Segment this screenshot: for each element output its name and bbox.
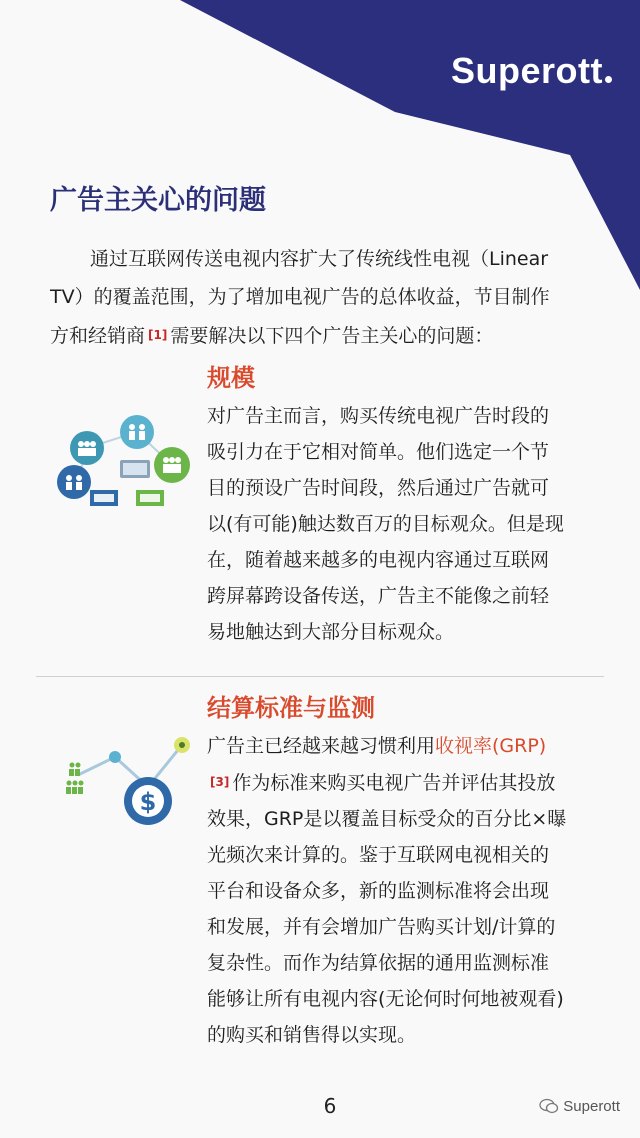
section-title-scale: 规模 xyxy=(207,364,255,392)
body-line: 跨屏幕跨设备传送，广告主不能像之前轻 xyxy=(207,585,550,607)
body-line: 对广告主而言，购买传统电视广告时段的 xyxy=(207,405,550,427)
watermark-text: Superott xyxy=(563,1098,620,1115)
section-divider xyxy=(36,676,604,677)
section-body-scale xyxy=(207,398,607,650)
body-line: [3] 作为标准来购买电视广告并评估其投放 xyxy=(210,772,556,794)
grp-highlight: 收视率(GRP) xyxy=(435,735,547,757)
body-line: 以(有可能)触达数百万的目标观众。但是现 xyxy=(207,513,564,535)
body-line: 能够让所有电视内容(无论何时何地被观看) xyxy=(207,988,564,1010)
footnote-ref[interactable]: [1] xyxy=(148,328,168,342)
audience-network-icon xyxy=(52,410,192,510)
intro-line: TV）的覆盖范围，为了增加电视广告的总体收益，节目制作 xyxy=(50,286,550,308)
intro-line: 通过互联网传送电视内容扩大了传统线性电视（Linear xyxy=(90,248,549,270)
wechat-icon xyxy=(539,1098,559,1114)
section-body-measurement xyxy=(207,728,607,1053)
body-line: 的购买和销售得以实现。 xyxy=(207,1024,417,1046)
body-line: 易地触达到大部分目标观众。 xyxy=(207,621,455,643)
growth-chart-dollar-icon xyxy=(60,735,200,830)
body-line: 复杂性。而作为结算依据的通用监测标准 xyxy=(207,952,550,974)
body-line: 效果，GRP是以覆盖目标受众的百分比×曝 xyxy=(207,808,567,830)
footnote-ref[interactable]: [3] xyxy=(210,775,230,789)
brand-name: Superott xyxy=(451,50,603,91)
body-line: 平台和设备众多，新的监测标准将会出现 xyxy=(207,880,550,902)
section-title-measurement: 结算标准与监测 xyxy=(207,694,375,722)
body-line: 目的预设广告时间段，然后通过广告就可 xyxy=(207,477,550,499)
svg-text:$: $ xyxy=(139,788,157,816)
body-line: 广告主已经越来越习惯利用收视率(GRP) xyxy=(207,735,547,757)
page-heading: 广告主关心的问题 xyxy=(50,185,266,216)
intro-line: 方和经销商 [1] 需要解决以下四个广告主关心的问题： xyxy=(50,325,494,347)
page-number: 6 xyxy=(323,1094,337,1118)
body-line: 和发展，并有会增加广告购买计划/计算的 xyxy=(207,916,556,938)
intro-paragraph xyxy=(50,240,590,355)
body-line: 吸引力在于它相对简单。他们选定一个节 xyxy=(207,441,550,463)
body-line: 在，随着越来越多的电视内容通过互联网 xyxy=(207,549,550,571)
brand-logo xyxy=(451,50,612,92)
body-line: 光频次来计算的。鉴于互联网电视相关的 xyxy=(207,844,550,866)
watermark xyxy=(539,1098,620,1115)
